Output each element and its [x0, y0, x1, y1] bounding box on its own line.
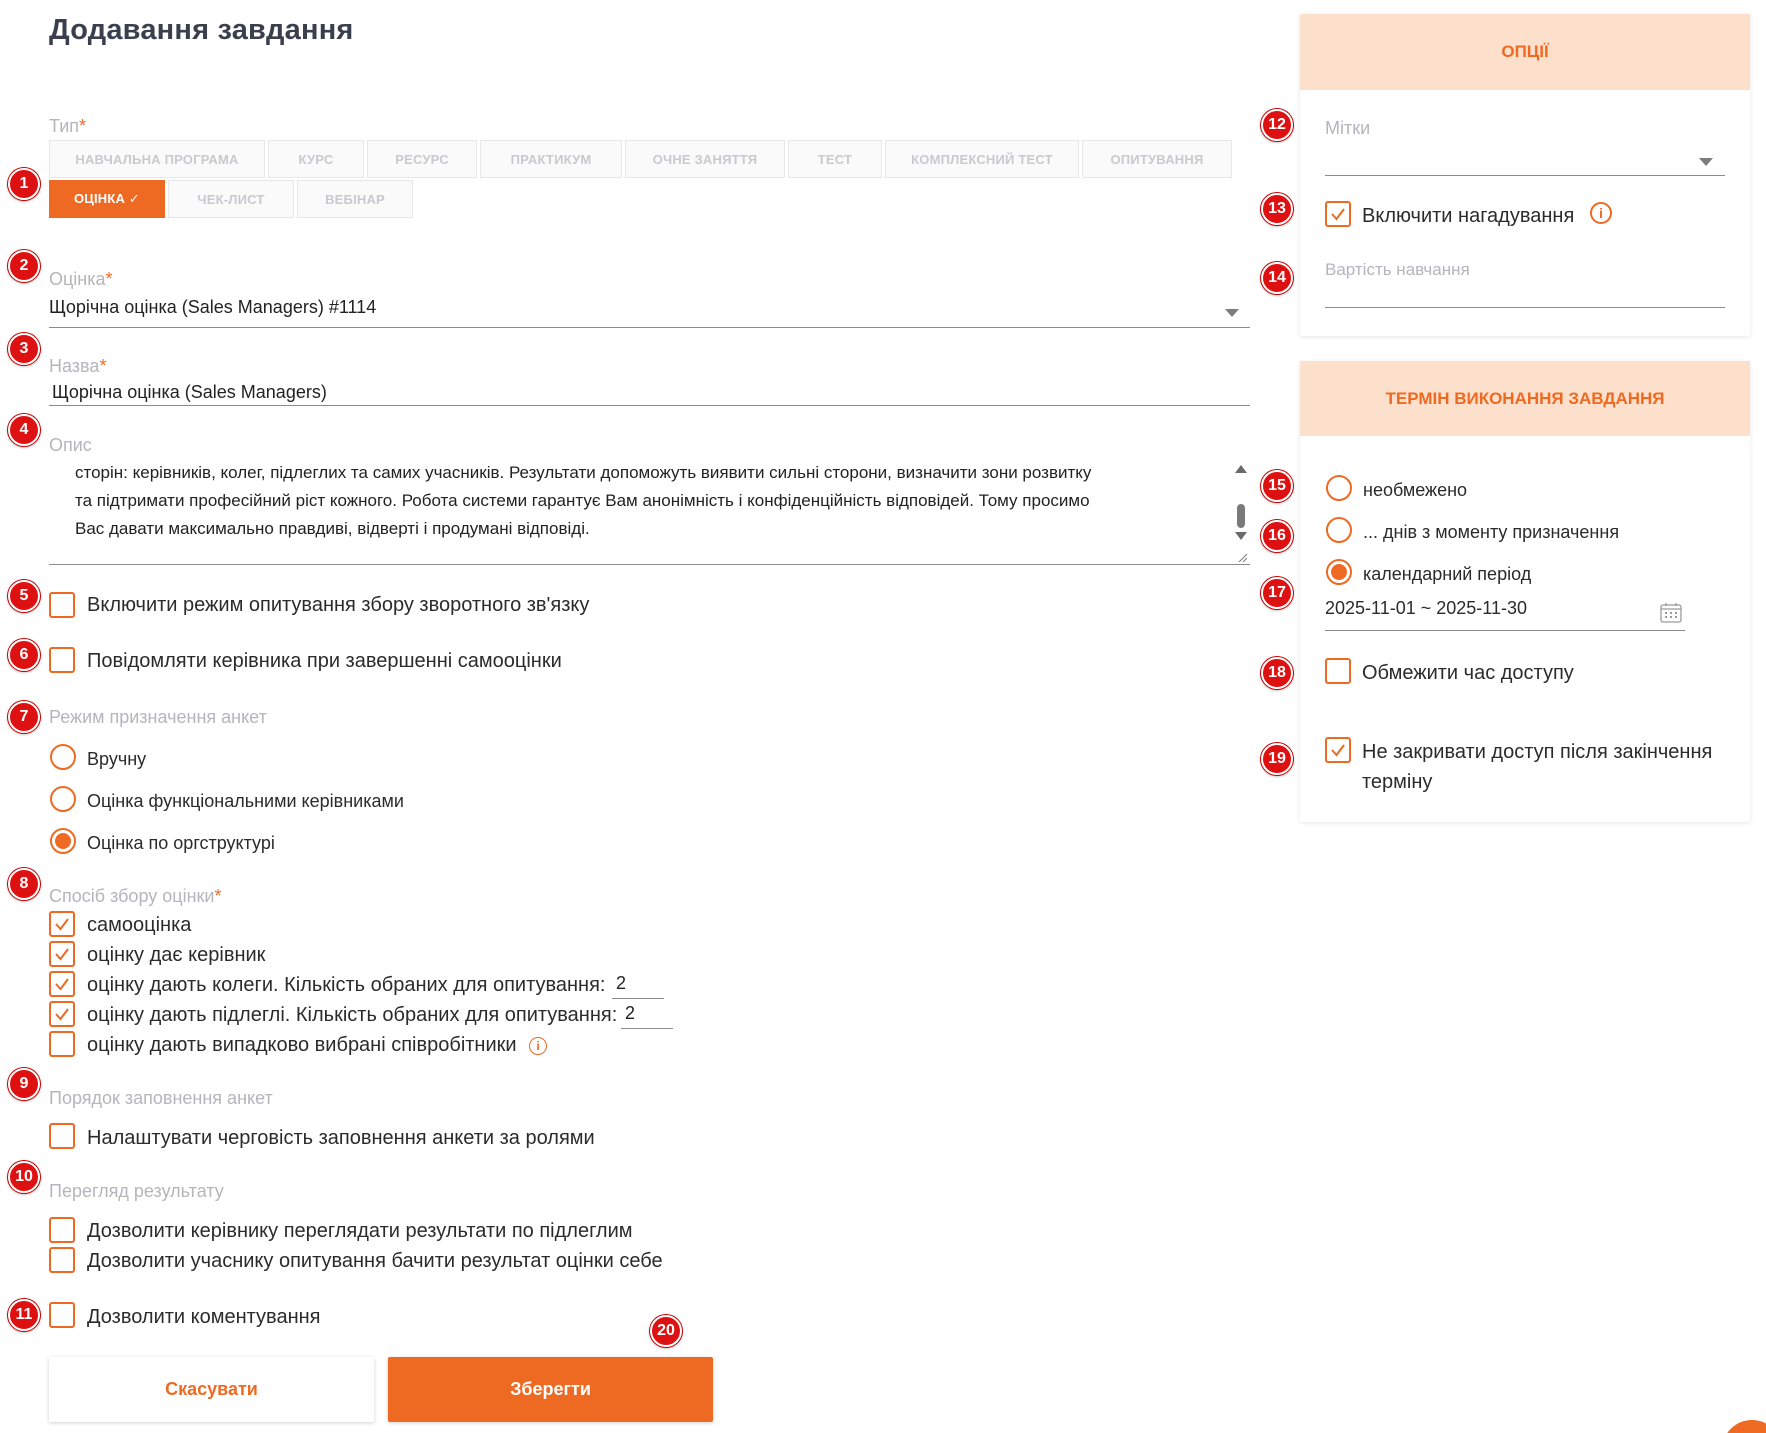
- deadline-days-radio[interactable]: [1326, 517, 1352, 543]
- manager-view-results-checkbox[interactable]: [49, 1217, 75, 1243]
- options-panel: [1300, 14, 1750, 336]
- name-label: Назва*: [49, 356, 107, 376]
- date-range-input[interactable]: [1325, 598, 1685, 631]
- checkmark-icon: [51, 943, 73, 965]
- assessment-value: Щорічна оцінка (Sales Managers) #1114: [49, 297, 377, 317]
- chevron-down-icon: [1699, 158, 1713, 166]
- assignment-manual-label: Вручну: [87, 749, 147, 769]
- annotation-badge: 3: [8, 333, 40, 365]
- assessment-select[interactable]: [49, 297, 1250, 328]
- info-icon[interactable]: i: [529, 1037, 547, 1055]
- manager-view-results-label: Дозволити керівнику переглядати результати по підлеглим: [87, 1220, 633, 1242]
- date-range-value: 2025-11-01 ~ 2025-11-30: [1325, 598, 1527, 618]
- cost-label: Вартість навчання: [1325, 260, 1470, 279]
- colleagues-assessment-label: оцінку дають колеги. Кількість обраних для опитування:: [87, 974, 606, 996]
- annotation-badge: 19: [1261, 743, 1293, 775]
- fill-order-checkbox[interactable]: [49, 1123, 75, 1149]
- checkmark-icon: [51, 913, 73, 935]
- allow-comments-label: Дозволити коментування: [87, 1306, 321, 1328]
- manager-assessment-checkbox[interactable]: [49, 941, 75, 967]
- type-option-test[interactable]: ТЕСТ: [788, 140, 882, 178]
- colleagues-count-input[interactable]: 2: [612, 973, 664, 999]
- keep-access-label-line2: терміну: [1362, 771, 1433, 793]
- annotation-badge: 8: [8, 868, 40, 900]
- self-assessment-checkbox[interactable]: [49, 911, 75, 937]
- annotation-badge: 7: [8, 701, 40, 733]
- type-option-survey[interactable]: ОПИТУВАННЯ: [1082, 140, 1232, 178]
- random-employees-checkbox[interactable]: [49, 1031, 75, 1057]
- checkmark-icon: [51, 973, 73, 995]
- annotation-badge: 2: [8, 250, 40, 282]
- info-icon[interactable]: i: [1590, 202, 1612, 224]
- checkmark-icon: [1327, 739, 1349, 761]
- options-panel-title: ОПЦІЇ: [1300, 14, 1750, 90]
- subordinates-count-input[interactable]: 2: [621, 1003, 673, 1029]
- assignment-mode-label: Режим призначення анкет: [49, 707, 267, 727]
- deadline-panel: [1300, 361, 1750, 822]
- deadline-calendar-radio[interactable]: [1326, 559, 1352, 585]
- participant-view-results-checkbox[interactable]: [49, 1247, 75, 1273]
- annotation-badge: 11: [8, 1299, 40, 1331]
- description-line: Вас давати максимально правдиві, відверті і продумані відповіді.: [75, 519, 590, 538]
- reminder-label: Включити нагадування: [1362, 205, 1575, 227]
- assignment-orgstructure-radio[interactable]: [50, 828, 76, 854]
- type-option-course[interactable]: КУРС: [268, 140, 364, 178]
- notify-manager-label: Повідомляти керівника при завершенні самооцінки: [87, 650, 562, 672]
- deadline-unlimited-label: необмежено: [1363, 480, 1468, 500]
- scrollbar[interactable]: [1234, 464, 1248, 562]
- annotation-badge: 13: [1261, 193, 1293, 225]
- annotation-badge: 1: [8, 168, 40, 200]
- manager-assessment-label: оцінку дає керівник: [87, 944, 266, 966]
- name-value: Щорічна оцінка (Sales Managers): [52, 382, 327, 402]
- annotation-badge: 15: [1261, 470, 1293, 502]
- name-input[interactable]: [49, 382, 1250, 406]
- type-option-program[interactable]: НАВЧАЛЬНА ПРОГРАМА: [49, 140, 265, 178]
- tags-label: Мітки: [1325, 118, 1371, 138]
- type-option-resource[interactable]: РЕСУРС: [367, 140, 477, 178]
- allow-comments-checkbox[interactable]: [49, 1302, 75, 1328]
- assignment-functional-radio[interactable]: [50, 786, 76, 812]
- keep-access-checkbox[interactable]: [1325, 737, 1351, 763]
- annotation-badge: 12: [1261, 109, 1293, 141]
- annotation-badge: 9: [8, 1068, 40, 1100]
- annotation-badge: 6: [8, 639, 40, 671]
- checkmark-icon: [51, 1003, 73, 1025]
- subordinates-assessment-label: оцінку дають підлеглі. Кількість обраних для опитування:: [87, 1004, 618, 1026]
- description-line: сторін: керівників, колег, підлеглих та самих учасників. Результати допоможуть виявити сильні сторони, визначити зони розвитку: [75, 463, 1092, 482]
- description-textarea[interactable]: [49, 458, 1250, 565]
- feedback-mode-label: Включити режим опитування збору зворотного зв'язку: [87, 594, 590, 616]
- annotation-badge: 20: [650, 1315, 682, 1347]
- collection-method-label: Спосіб збору оцінки*: [49, 886, 222, 906]
- scrollbar-icon: [1234, 464, 1248, 562]
- type-option-complex-test[interactable]: КОМПЛЕКСНИЙ ТЕСТ: [885, 140, 1079, 178]
- annotation-badge: 17: [1261, 577, 1293, 609]
- checkmark-icon: [1327, 203, 1349, 225]
- colleagues-assessment-checkbox[interactable]: [49, 971, 75, 997]
- cost-input[interactable]: [1325, 284, 1725, 308]
- description-label: Опис: [49, 435, 92, 455]
- notify-manager-checkbox[interactable]: [49, 647, 75, 673]
- subordinates-assessment-checkbox[interactable]: [49, 1001, 75, 1027]
- type-label: Тип*: [49, 116, 87, 136]
- deadline-days-label: ... днів з моменту призначення: [1363, 522, 1620, 542]
- deadline-calendar-label: календарний період: [1363, 564, 1532, 584]
- self-assessment-label: самооцінка: [87, 914, 192, 936]
- annotation-badge: 16: [1261, 520, 1293, 552]
- description-line: та підтримати професійний ріст кожного. Робота системи гарантує Вам анонімність і конфіденційність відповідей. Тому просимо: [75, 491, 1090, 510]
- random-employees-label: оцінку дають випадково вибрані співробітники: [87, 1034, 517, 1056]
- deadline-unlimited-radio[interactable]: [1326, 475, 1352, 501]
- annotation-badge: 5: [8, 580, 40, 612]
- fill-order-option-label: Налаштувати черговість заповнення анкети за ролями: [87, 1127, 595, 1149]
- page-title: Додавання завдання: [49, 14, 354, 46]
- assignment-orgstructure-label: Оцінка по оргструктурі: [87, 833, 275, 853]
- assignment-manual-radio[interactable]: [50, 744, 76, 770]
- type-option-checklist[interactable]: ЧЕК-ЛИСТ: [168, 180, 294, 218]
- calendar-icon[interactable]: [1660, 602, 1682, 623]
- keep-access-label-line1: Не закривати доступ після закінчення: [1362, 741, 1713, 763]
- type-option-practicum[interactable]: ПРАКТИКУМ: [480, 140, 622, 178]
- cancel-button[interactable]: Скасувати: [49, 1357, 374, 1422]
- floating-action-button[interactable]: [1722, 1420, 1766, 1433]
- limit-access-checkbox[interactable]: [1325, 658, 1351, 684]
- fill-order-label: Порядок заповнення анкет: [49, 1088, 273, 1108]
- feedback-mode-checkbox[interactable]: [49, 592, 75, 618]
- assignment-functional-label: Оцінка функціональними керівниками: [87, 791, 404, 811]
- tags-select[interactable]: [1325, 146, 1725, 176]
- annotation-badge: 10: [8, 1161, 40, 1193]
- assessment-label: Оцінка*: [49, 269, 113, 289]
- annotation-badge: 14: [1261, 262, 1293, 294]
- reminder-checkbox[interactable]: [1325, 201, 1351, 227]
- deadline-panel-title: ТЕРМІН ВИКОНАННЯ ЗАВДАННЯ: [1300, 361, 1750, 436]
- participant-view-results-label: Дозволити учаснику опитування бачити результат оцінки себе: [87, 1250, 663, 1272]
- chevron-down-icon: [1225, 309, 1239, 317]
- annotation-badge: 4: [8, 414, 40, 446]
- save-button[interactable]: Зберегти: [388, 1357, 713, 1422]
- type-option-assessment[interactable]: ОЦІНКА ✓: [49, 180, 165, 218]
- type-option-class[interactable]: ОЧНЕ ЗАНЯТТЯ: [625, 140, 785, 178]
- results-view-label: Перегляд результату: [49, 1181, 224, 1201]
- type-option-webinar[interactable]: ВЕБІНАР: [297, 180, 413, 218]
- limit-access-label: Обмежити час доступу: [1362, 662, 1574, 684]
- annotation-badge: 18: [1261, 657, 1293, 689]
